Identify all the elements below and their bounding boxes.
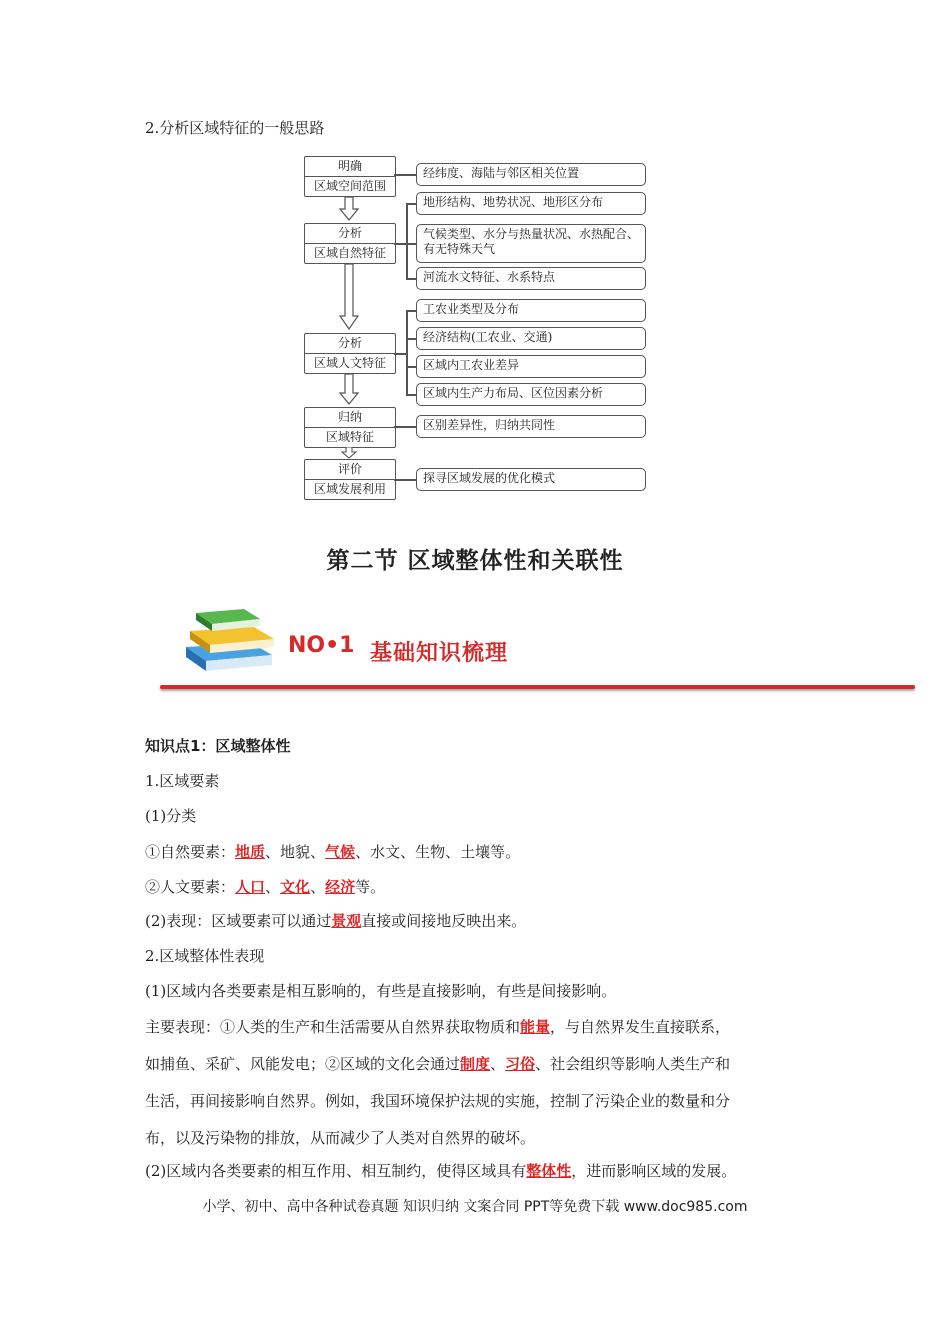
flow-step-human [304, 333, 396, 374]
text: 直接或间接地反映出来。 [361, 912, 527, 930]
connector [406, 366, 416, 368]
text-line: (1)区域内各类要素是相互影响的，有些是直接影响，有些是间接影响。 [145, 982, 617, 1000]
flow-item: 经济结构(工农业、交通) [416, 327, 646, 350]
banner-number: NO•1 [288, 633, 355, 658]
down-arrow-icon [341, 447, 357, 459]
text-line [145, 877, 385, 897]
step-label: 评价 [305, 460, 395, 480]
step-label: 区域发展利用 [313, 482, 386, 496]
step-label: 分析 [305, 224, 395, 244]
answer-keyword: 整体性 [526, 1162, 572, 1180]
text-line: 2.区域整体性表现 [145, 947, 265, 965]
text: 等。 [355, 878, 386, 896]
books-icon [182, 603, 278, 673]
answer-keyword: 人口 [235, 878, 266, 896]
flow-step-natural [304, 223, 396, 264]
text-line: 1.区域要素 [145, 772, 220, 790]
flow-item: 区别差异性，归纳共同性 [416, 415, 646, 438]
knowledge-point-heading: 知识点1：区域整体性 [145, 737, 291, 755]
step-label: 区域自然特征 [313, 246, 386, 260]
flow-heading: 2.分析区域特征的一般思路 [145, 119, 325, 137]
text: ②人文要素： [145, 878, 236, 896]
page-footer: 小学、初中、高中各种试卷真题 知识归纳 文案合同 PPT等免费下载 www.doc985.com [202, 1199, 748, 1215]
text: ，与自然界发生直接联系， [550, 1018, 731, 1036]
text: 主要表现：①人类的生产和生活需要从自然界获取物质和 [145, 1018, 521, 1036]
answer-keyword: 文化 [280, 878, 311, 896]
connector [394, 174, 416, 176]
text: 、地貌、 [265, 843, 326, 861]
text-line [145, 1161, 736, 1181]
answer-keyword: 能量 [520, 1018, 551, 1036]
step-label: 分析 [305, 334, 395, 354]
text: 、 [490, 1055, 506, 1073]
banner-divider [160, 685, 915, 689]
down-arrow-icon [338, 197, 360, 221]
flow-item: 探寻区域发展的优化模式 [416, 468, 646, 491]
answer-keyword: 制度 [460, 1055, 491, 1073]
connector [406, 310, 416, 312]
down-arrow-icon [338, 374, 360, 405]
flow-item: 经纬度、海陆与邻区相关位置 [416, 163, 646, 186]
text: 、 [310, 878, 326, 896]
step-label: 区域特征 [325, 430, 374, 444]
text: ①自然要素： [145, 843, 236, 861]
flow-step-induce [304, 407, 396, 448]
flow-step-evaluate [304, 459, 396, 500]
connector [394, 426, 416, 428]
flow-item: 区域内工农业差异 [416, 355, 646, 378]
step-label: 归纳 [305, 408, 395, 428]
step-label: 区域人文特征 [313, 356, 386, 370]
answer-keyword: 经济 [325, 878, 356, 896]
flow-item: 河流水文特征、水系特点 [416, 267, 646, 290]
answer-keyword: 习俗 [505, 1055, 536, 1073]
answer-keyword: 景观 [331, 912, 362, 930]
text-line: (1)分类 [145, 807, 197, 825]
connector [406, 203, 408, 279]
text: 、 [265, 878, 281, 896]
flow-item: 气候类型、水分与热量状况、水热配合、有无特殊天气 [416, 224, 646, 263]
text-line: 布，以及污染物的排放，从而减少了人类对自然界的破坏。 [145, 1129, 536, 1147]
flow-item: 工农业类型及分布 [416, 299, 646, 322]
connector [394, 479, 416, 481]
connector [406, 278, 416, 280]
flow-item: 区域内生产力布局、区位因素分析 [416, 383, 646, 406]
connector [394, 243, 406, 245]
connector [406, 394, 416, 396]
answer-keyword: 地质 [235, 843, 266, 861]
connector [406, 338, 416, 340]
step-label: 明确 [305, 157, 395, 177]
text: ，进而影响区域的发展。 [571, 1162, 737, 1180]
text-line [145, 1017, 730, 1037]
text: 、水文、生物、土壤等。 [355, 843, 521, 861]
flow-item: 地形结构、地势状况、地形区分布 [416, 192, 646, 215]
step-label: 区域空间范围 [313, 179, 386, 193]
banner-text: 基础知识梳理 [370, 640, 509, 666]
text-line [145, 1054, 730, 1074]
text: (2)表现：区域要素可以通过 [145, 912, 332, 930]
text-line [145, 842, 520, 862]
connector [406, 203, 416, 205]
text-line [145, 911, 526, 931]
flow-step-define [304, 156, 396, 197]
connector [406, 310, 408, 395]
text-line: 生活，再间接影响自然界。例如，我国环境保护法规的实施，控制了污染企业的数量和分 [145, 1092, 731, 1110]
answer-keyword: 气候 [325, 843, 356, 861]
text: 、社会组织等影响人类生产和 [535, 1055, 731, 1073]
text: 如捕鱼、采矿、风能发电；②区域的文化会通过 [145, 1055, 461, 1073]
section-title: 第二节 区域整体性和关联性 [326, 548, 624, 574]
connector [406, 243, 416, 245]
text: (2)区域内各类要素的相互作用、相互制约，使得区域具有 [145, 1162, 527, 1180]
connector [394, 353, 406, 355]
down-arrow-icon [338, 264, 360, 330]
